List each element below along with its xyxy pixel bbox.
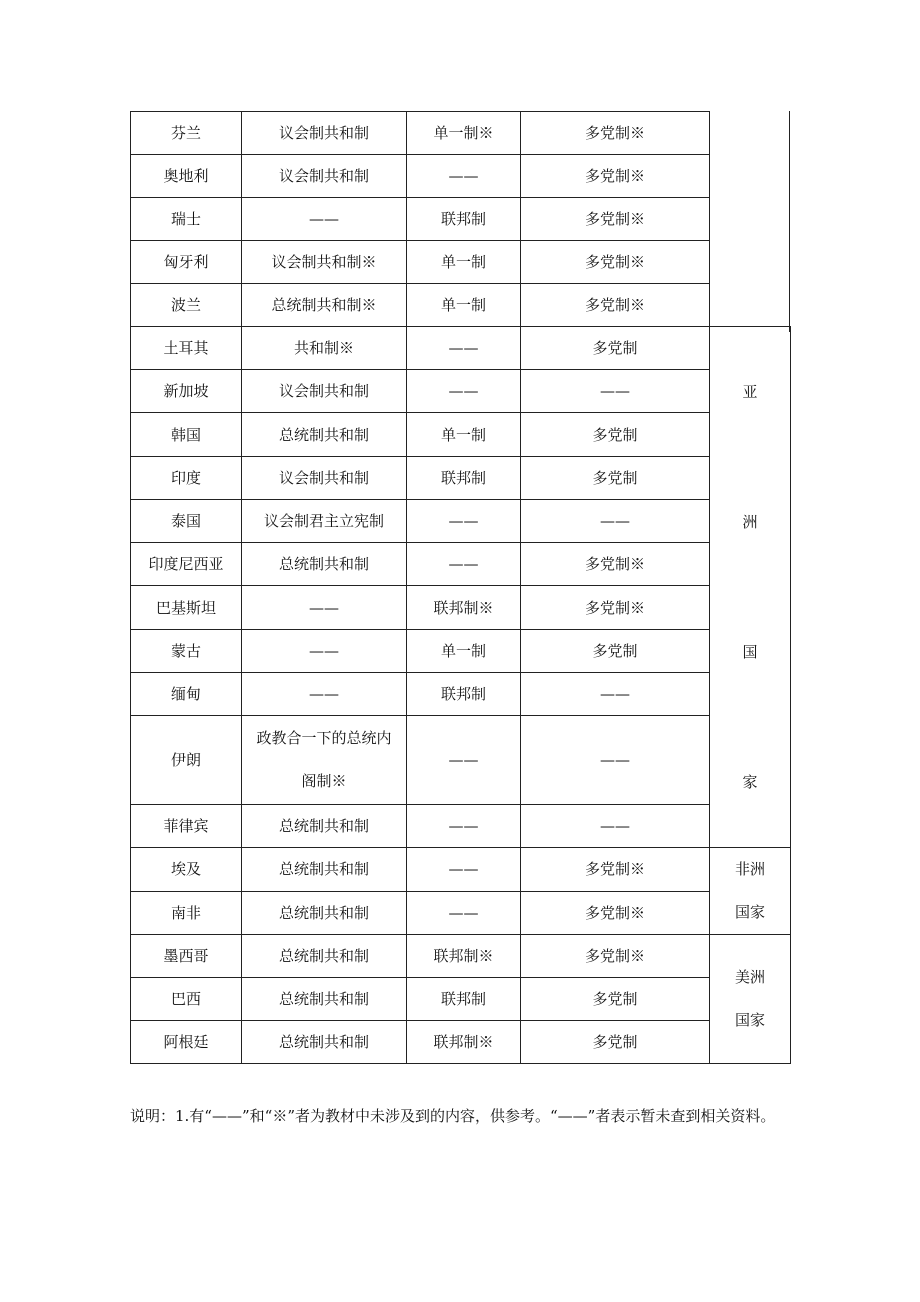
country-cell: 印度 xyxy=(131,456,242,499)
region-label-line: 国家 xyxy=(734,903,765,921)
table-row xyxy=(131,543,791,586)
state-structure-cell: —— xyxy=(407,804,521,847)
state-structure-cell: 联邦制 xyxy=(407,672,521,715)
table-row xyxy=(131,1021,791,1064)
region-label-line: 国家 xyxy=(734,1011,765,1029)
table-row xyxy=(131,198,791,241)
government-form-cell: —— xyxy=(242,198,407,241)
europe-region-cell xyxy=(710,112,791,327)
government-form-cell: 议会制共和制※ xyxy=(242,241,407,284)
party-system-cell: 多党制※ xyxy=(521,112,710,155)
table-row xyxy=(131,586,791,629)
region-label-char: 家 xyxy=(742,773,758,791)
government-form-cell: 总统制共和制 xyxy=(242,543,407,586)
party-system-cell: —— xyxy=(521,672,710,715)
state-structure-cell: —— xyxy=(407,848,521,892)
government-form-cell: 议会制共和制 xyxy=(242,370,407,413)
state-structure-cell: —— xyxy=(407,499,521,542)
country-cell: 南非 xyxy=(131,891,242,935)
party-system-cell: 多党制 xyxy=(521,327,710,370)
party-system-cell: 多党制※ xyxy=(521,198,710,241)
table-row xyxy=(131,804,791,847)
region-label-char: 亚 xyxy=(742,383,758,401)
table-row xyxy=(131,284,791,327)
government-form-cell: 议会制君主立宪制 xyxy=(242,499,407,542)
state-structure-cell: 联邦制※ xyxy=(407,935,521,978)
government-form-cell: 议会制共和制 xyxy=(242,456,407,499)
africa-region-cell xyxy=(710,848,791,935)
country-cell: 缅甸 xyxy=(131,672,242,715)
country-cell: 奥地利 xyxy=(131,155,242,198)
table-note: 说明：1.有“——”和“※”者为教材中未涉及到的内容，供参考。“——”者表示暂未查到相关资料。 xyxy=(130,1107,776,1125)
state-structure-cell: 联邦制 xyxy=(407,456,521,499)
government-form-cell: —— xyxy=(242,629,407,672)
country-cell: 菲律宾 xyxy=(131,804,242,847)
government-form-cell: 总统制共和制 xyxy=(242,804,407,847)
country-cell: 瑞士 xyxy=(131,198,242,241)
government-form-cell: 总统制共和制 xyxy=(242,1021,407,1064)
asia-region-cell xyxy=(710,327,791,848)
country-cell: 蒙古 xyxy=(131,629,242,672)
table-row xyxy=(131,456,791,499)
state-structure-cell: 单一制 xyxy=(407,629,521,672)
party-system-cell: 多党制※ xyxy=(521,155,710,198)
party-system-cell: —— xyxy=(521,804,710,847)
country-cell: 波兰 xyxy=(131,284,242,327)
country-cell: 泰国 xyxy=(131,499,242,542)
table-row xyxy=(131,499,791,542)
state-structure-cell: —— xyxy=(407,543,521,586)
table-row xyxy=(131,413,791,456)
party-system-cell: 多党制※ xyxy=(521,848,710,892)
government-form-cell: 总统制共和制※ xyxy=(242,284,407,327)
party-system-cell: —— xyxy=(521,499,710,542)
government-form-cell: 总统制共和制 xyxy=(242,891,407,935)
government-form-cell: 总统制共和制 xyxy=(242,848,407,892)
table-row xyxy=(131,935,791,978)
country-cell: 巴基斯坦 xyxy=(131,586,242,629)
country-cell: 埃及 xyxy=(131,848,242,892)
state-structure-cell: 联邦制※ xyxy=(407,1021,521,1064)
region-label-line: 美洲 xyxy=(734,968,765,986)
state-structure-cell: 联邦制 xyxy=(407,198,521,241)
government-form-cell: —— xyxy=(242,672,407,715)
state-structure-cell: —— xyxy=(407,327,521,370)
party-system-cell: 多党制※ xyxy=(521,284,710,327)
government-form-cell: 总统制共和制 xyxy=(242,935,407,978)
party-system-cell: 多党制※ xyxy=(521,891,710,935)
state-structure-cell: 联邦制 xyxy=(407,978,521,1021)
state-structure-cell: 单一制 xyxy=(407,413,521,456)
country-cell: 芬兰 xyxy=(131,112,242,155)
table-row xyxy=(131,370,791,413)
table-row xyxy=(131,891,791,935)
government-form-cell: —— xyxy=(242,586,407,629)
party-system-cell: 多党制 xyxy=(521,413,710,456)
state-structure-cell: 单一制 xyxy=(407,284,521,327)
government-form-cell: 议会制共和制 xyxy=(242,155,407,198)
party-system-cell: 多党制 xyxy=(521,1021,710,1064)
party-system-cell: 多党制※ xyxy=(521,586,710,629)
country-cell: 阿根廷 xyxy=(131,1021,242,1064)
political-systems-table-wrapper xyxy=(130,111,791,1064)
party-system-cell: 多党制 xyxy=(521,456,710,499)
state-structure-cell: —— xyxy=(407,370,521,413)
table-row xyxy=(131,672,791,715)
party-system-cell: 多党制 xyxy=(521,978,710,1021)
party-system-cell: 多党制※ xyxy=(521,241,710,284)
government-form-cell: 总统制共和制 xyxy=(242,413,407,456)
state-structure-cell: 单一制※ xyxy=(407,112,521,155)
government-form-cell: 政教合一下的总统内阁制※ xyxy=(242,716,407,805)
table-row xyxy=(131,112,791,155)
state-structure-cell: —— xyxy=(407,716,521,805)
table-row xyxy=(131,716,791,805)
party-system-cell: 多党制※ xyxy=(521,935,710,978)
table-row xyxy=(131,327,791,370)
political-systems-table xyxy=(130,111,791,1064)
state-structure-cell: —— xyxy=(407,891,521,935)
table-row xyxy=(131,629,791,672)
country-cell: 伊朗 xyxy=(131,716,242,805)
america-region-cell xyxy=(710,935,791,1064)
government-form-cell: 共和制※ xyxy=(242,327,407,370)
government-form-cell: 议会制共和制 xyxy=(242,112,407,155)
table-row xyxy=(131,241,791,284)
country-cell: 韩国 xyxy=(131,413,242,456)
state-structure-cell: —— xyxy=(407,155,521,198)
country-cell: 印度尼西亚 xyxy=(131,543,242,586)
table-row xyxy=(131,978,791,1021)
party-system-cell: —— xyxy=(521,716,710,805)
party-system-cell: 多党制 xyxy=(521,629,710,672)
party-system-cell: —— xyxy=(521,370,710,413)
party-system-cell: 多党制※ xyxy=(521,543,710,586)
state-structure-cell: 单一制 xyxy=(407,241,521,284)
country-cell: 匈牙利 xyxy=(131,241,242,284)
country-cell: 墨西哥 xyxy=(131,935,242,978)
region-label-char: 国 xyxy=(742,643,758,661)
table-row xyxy=(131,155,791,198)
government-form-cell: 总统制共和制 xyxy=(242,978,407,1021)
table-row xyxy=(131,848,791,892)
state-structure-cell: 联邦制※ xyxy=(407,586,521,629)
region-label-line: 非洲 xyxy=(734,860,765,878)
country-cell: 土耳其 xyxy=(131,327,242,370)
country-cell: 新加坡 xyxy=(131,370,242,413)
region-label-char: 洲 xyxy=(742,513,758,531)
country-cell: 巴西 xyxy=(131,978,242,1021)
